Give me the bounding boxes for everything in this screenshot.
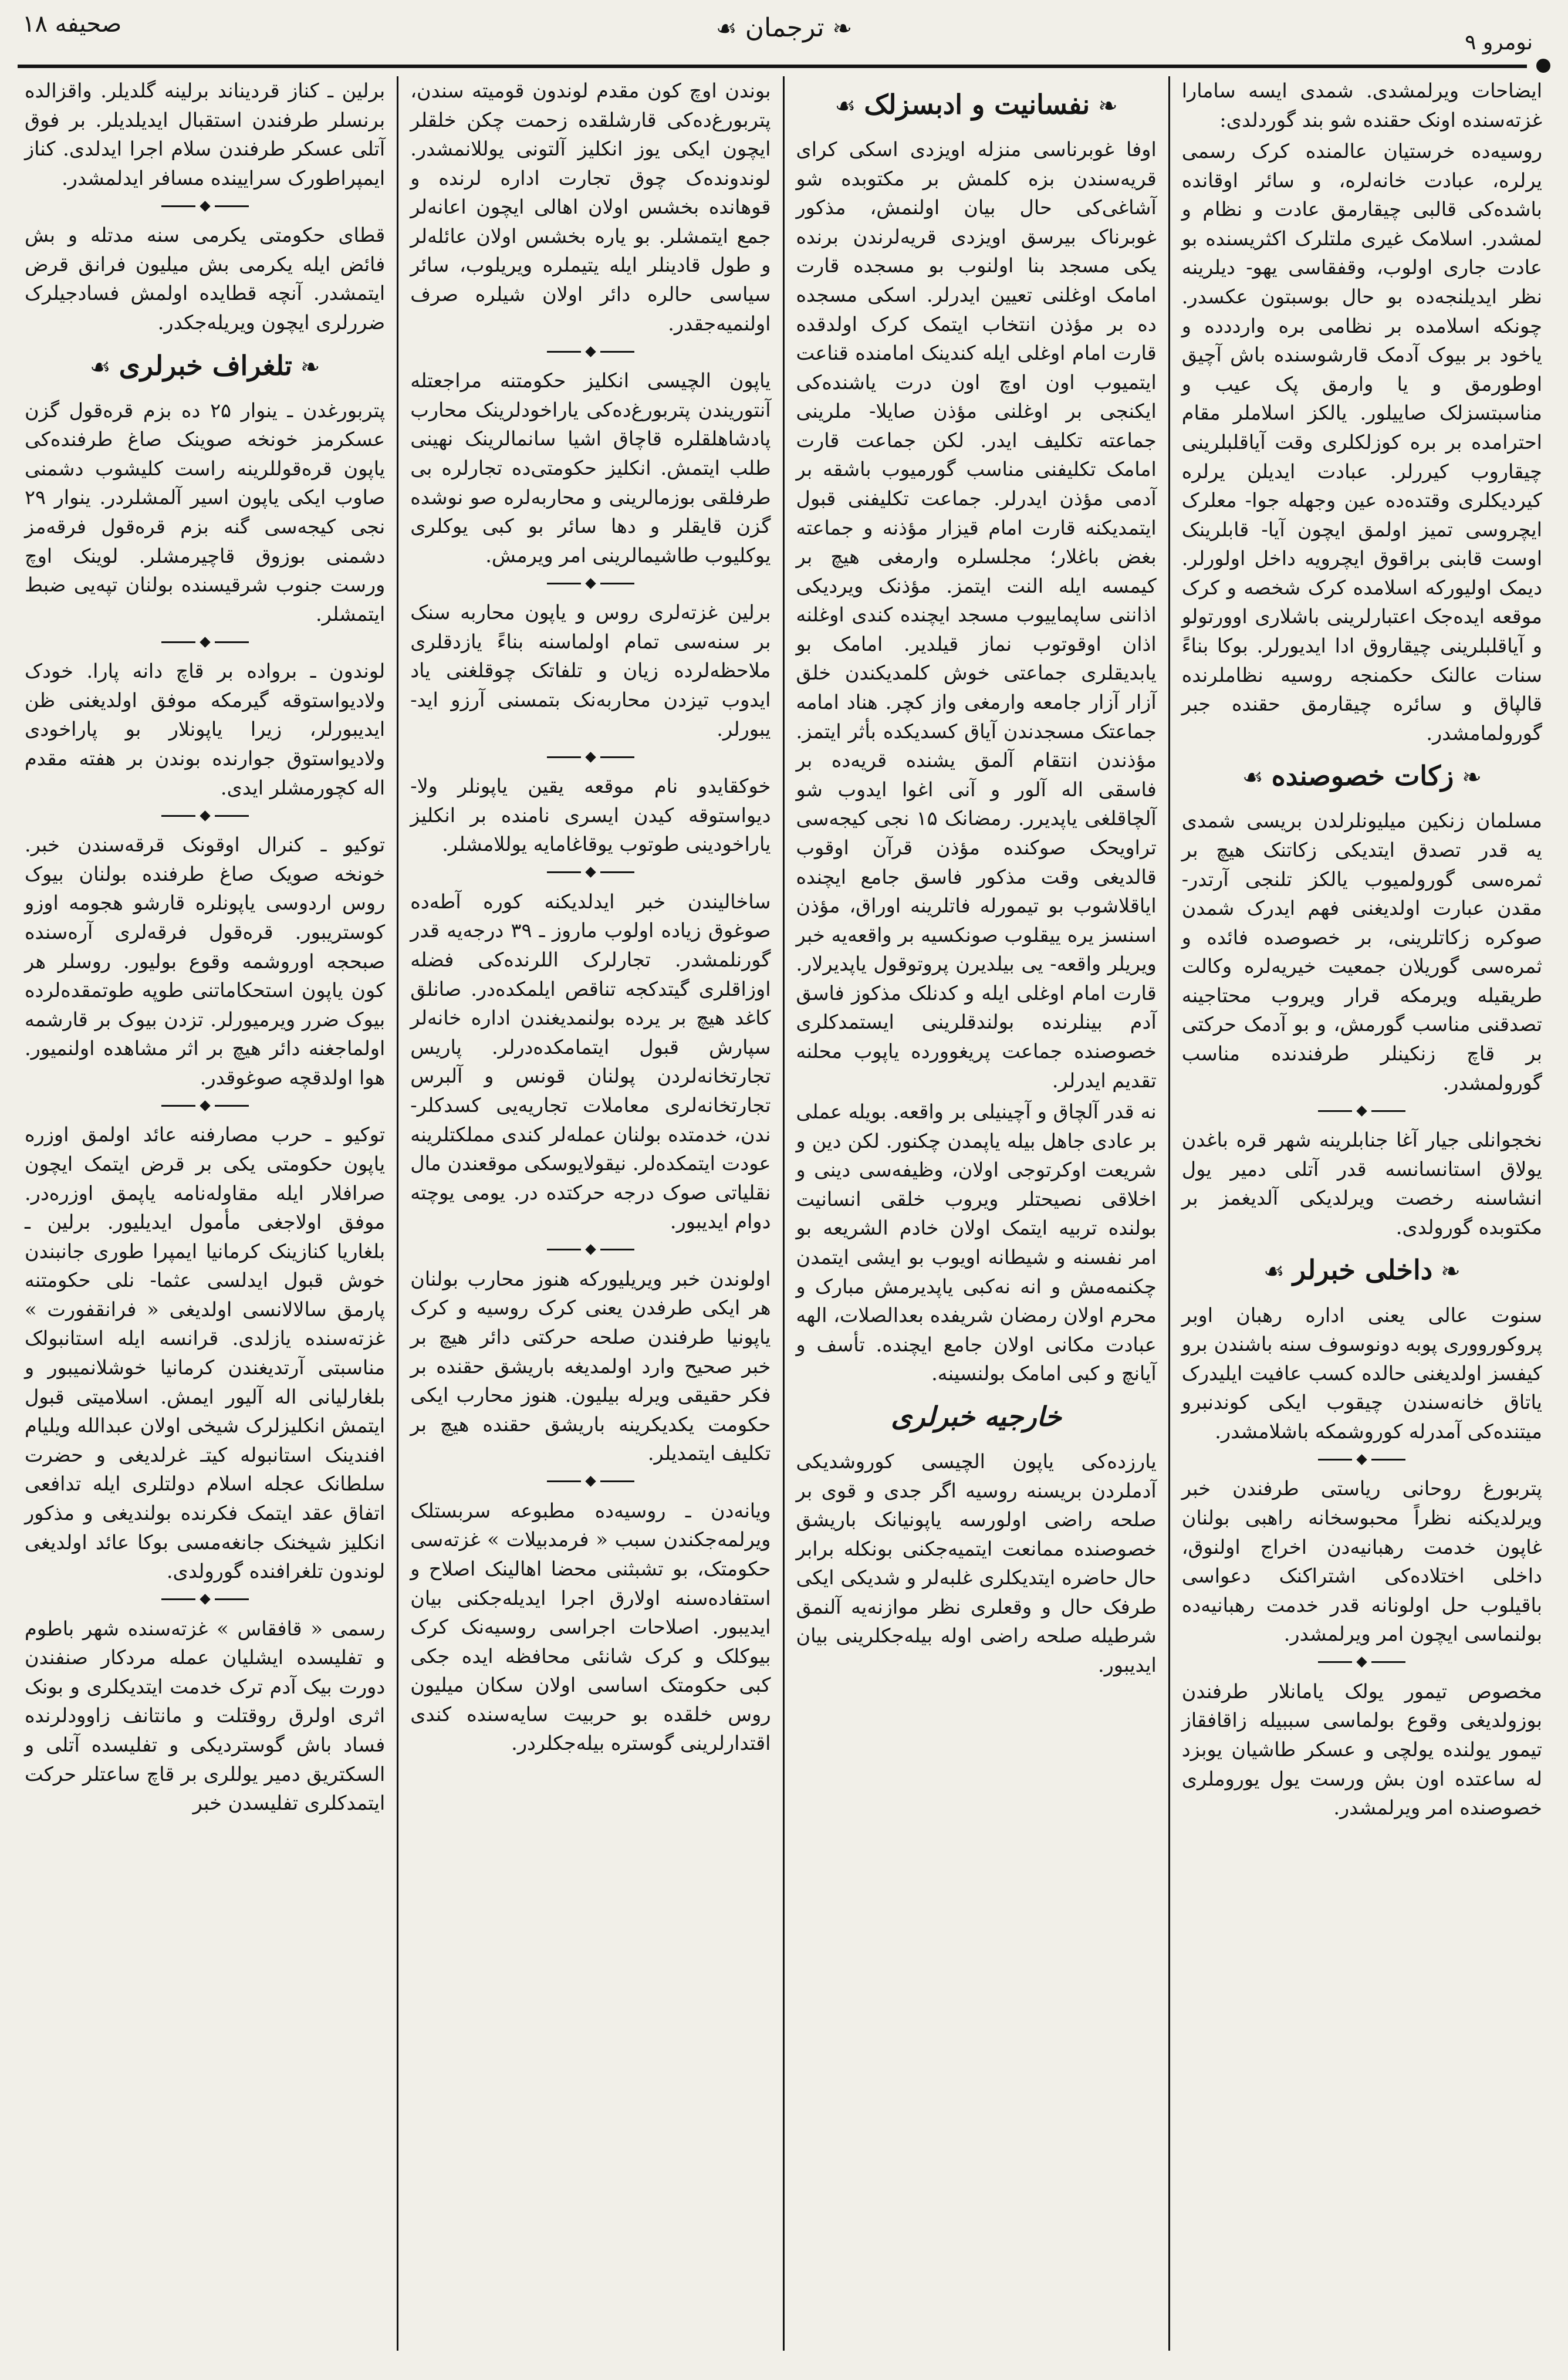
section-separator (25, 1593, 385, 1606)
section-separator (1182, 1104, 1542, 1117)
article-columns (13, 76, 1554, 2351)
news-item-text: پتربورغدن ـ ینوار ۲۵ ده بزم قره‌قول گزن عسکرمز خونخه صوینک صاغ طرفنده‌کی یاپون قره‌قوللرینه راست کلیشوب دشمنی صاوب ایکی یاپون اسیر آلمشلردر. ینوار ۲۹ نجی کیجه‌سی گنه بزم قره‌قول فرقه‌مز دشمنی بوزوق قاچیرمشلر. لوینک اوچ ورست جنوب شرقیسنده بولنان تپه‌یی ضبط ایتمشلر. (25, 398, 386, 626)
section-heading (796, 1397, 1157, 1436)
rule-end-dot (1536, 59, 1550, 73)
news-item-text: اولوندن خبر ویریلیورکه هنوز محارب بولنان هر ایکی طرفدن یعنی کرک روسیه و کرک یاپونیا طرفندن صلحه حرکتی دائر هیچ بر خبر صحیح وارد اولمدیغه باریشق حقنده بر فکر حقیقی ویرله بیلیون. هنوز محارب ایکی حکومت یکدیکرینه باریشق حقنده هیچ بر تکلیف ایتمدیلر. (410, 1267, 771, 1465)
news-item-text: مسلمان زنکین میلیونلرلدن بریسی شمدی یه قدر تصدق ایتدیکی زکاتنک هیچ بر ثمره‌سی گورولمیوب یالکز تلنجی آرتدر- مقدن عبارت اولدیغنی فهم ایدرک شمدن صوکره زکاتلرینی، بر خصوصده فائده و ثمره‌سی گوریلان جمعیت خیریه‌لره وکالت طریقیله ویرمکه قرار ویروب محتاجینه تصدقنی مناسب گورمش، و بو آدمک حرکتی بر قاچ زنکینلر طرفندنده مناسب گورولمشدر. (1181, 809, 1542, 1094)
column-2 (783, 76, 1168, 2351)
news-item-text: نخجوانلی جیار آغا جنابلرینه شهر قره باغدن یولاق استانسانسه قدر آتلی دمیر یول انشاسنه رخصت ویرلدیکی آلدیغمز بر مکتوبده گورولدی. (1181, 1128, 1542, 1239)
news-item-text: سنوت عالی یعنی اداره رهبان اوبر پروکورووری پوبه دونوسوف سنه باشندن برو کیفسز اولدیغنی حالده کسب عافیت ایلیدرک یاتاق خانه‌سندن چیقوب ایکی کوندنبرو میتنده‌کی آمدرله کوروشمکه باشلامشدر. (1181, 1303, 1542, 1443)
column-4 (13, 76, 397, 2351)
section-heading-text: نفسانیت و ادبسزلک (864, 89, 1090, 120)
section-separator (410, 345, 771, 358)
news-item-text: رسمی « قافقاس » غزته‌سنده شهر باطوم و تفلیسده ایشلیان عمله مردکار صنفندن دورت بیک آدم ترک خدمت ایتدیکلری و بونک اثری اولرق روقتلت و مانتانف زاوودلرنده فساد باش گوستردیکی و تفلیسده آتلی و السکتریق دمیر یوللری بر قاچ ساعتلر حرکت ایتمدکلری تفلیسدن خبر (25, 1617, 386, 1815)
flourish-ornament-icon: ☙ (715, 15, 737, 42)
flourish-ornament-icon: ❧ (1462, 764, 1482, 792)
news-item-text: یارزده‌کی یاپون الچیسی کوروشدیکی آدملردن بریسنه روسیه اگر جدی و قوی بر صلحه راضی اولورسه یاپونیانک باریشق خصوصنده ممانعت ایتمیه‌جکنی بونکله برابر حال حاضره ایتدیکلری غلبه‌لر و شدیکی ایکی طرفک حال و وقعلری نظر موازنه‌یه آلنمق شرطیله صلحه راضی اوله بیله‌جکلرینی بیان ایدیبور. (796, 1450, 1157, 1677)
news-item-text: ویانه‌دن ـ روسیه‌ده مطبوعه سربستلک ویرلمه‌جکندن سبب « فرمدبیلات » غزته‌سی حکومتک، بو تشبثنی محضا اهالینک اصلاح و استفاده‌سنه اولارق اجرا ایدیله‌جکنی بیان ایدیبور. اصلاحات اجراسی روسیه‌نک کرک بیوکلک و کرک شانئی محافظه ایده جکی کبی حکومتک اساسی اولان سکان میلیون روس خلقده بو حربیت سایه‌سنده کندی اقتدارلرینی گوستره بیله‌جکلردر. (410, 1499, 771, 1755)
news-item-text: ایضاحات ویرلمشدی. شمدی ایسه سامارا غزته‌سنده اونک حقنده شو بند گوردلدی: (1181, 79, 1542, 131)
newspaper-title-block (0, 13, 1568, 43)
section-heading-text: خارجیه خبرلری (891, 1400, 1062, 1432)
section-heading (25, 346, 385, 386)
news-item-text: روسیه‌ده خرستیان عالمنده کرک رسمی یرلره، عبادت خانه‌لره، و سائر اوقانده باشده‌کی قالبی چیقارمق عادت و نظام و لمشدر. اسلامک غیری ملتلرک اکثریسنده بو عادت جاری اولوب، وقفقاسی یهو- دیلرینه نظر ایدیلنجه‌ده بو حال بوسبتون عکسدر. چونکه اسلامده بر نظامی بره وارددده و یاخود بر بیوک آدمک قارشوسنده باش آچیق اوطورمق و یا وارمق پک عیب و مناسبتسزلک صاییلور. یالکز اسلاملر مقام احترامده بر بره کوزلکلری وقت آیاقلبلرینی چیقاروب کیررلر. عبادت ایدیلن یرلره کیردیکلری وقتده‌ده عین وجهله جوا- معلرک ایچروسی تمیز اولمق ایچون آیا- قابلرینک اوست قابنی براقوق ایچرویه داخل اولورلر. دیمک اولیورکه اسلامده کرک شخصه و کرک موقعه ایده‌جک اعتبارلرینی باشلاری اوورتولو و آیاقلبلرینی چیقاروق ادا ایدیورلر. بوکا بناءً سنات عالنک حکمنجه روسیه نظاملرنده قالپاق و سائره چیقارمق حقنده جبر گورولمامشدر. (1181, 140, 1542, 745)
masthead (0, 0, 1568, 54)
section-heading-text: تلغراف خبرلری (119, 349, 292, 381)
flourish-ornament-icon: ☙ (834, 93, 856, 120)
news-item-text: خوکقایدو نام موقعه یقین یاپونلر ولا- دیواستوقه کیدن ایسری نامنده بر انکلیز یاراخودینی طوتوب یوقاغامایه یوللامشلر. (410, 775, 771, 856)
section-heading (1182, 756, 1542, 796)
news-item-text: توکیو ـ حرب مصارفنه عائد اولمق اوزره یاپون حکومتی یکی بر قرض ایتمک ایچون صرافلار ایله مقاوله‌نامه یاپمق اوزره‌در. موفق اولاجغی مأمول ایدیلیور. برلین ـ بلغاریا کنازینک کرمانیا ایمپرا طوری جانبندن خوش قبول ایدلسی عثما- نلی حکومتنه پارمق سالالانسی اولدیغی « فرانقفورت » غزته‌سنده یازلدی. قرانسه ایله استانبولک مناسبتی آرتدیغندن کرمانیا خوشلانمیبور و بلغارلیانی اله آلیور ایمش. اسلامیتی قبول ایتمش انکلیزلرک شیخی اولان عبدالله ویلیام افندینک استانبوله کیتـ غرلدیغی و حضرت سلطانک عجله اسلام دولتلری ایله تدافعی اتفاق عقد ایتمک فکرنده بولندیغی و مذکور انکلیز شیخنک جانغه‌مسی بوکا عائد اولدیغی لوندون تلغرافنده گورولدی. (25, 1123, 386, 1583)
news-item-text: ساخالیندن خبر ایدلدیکنه کوره آطه‌ده صوغوق زیاده اولوب ماروز ـ ۳۹ درجه‌یه قدر گورنلمشدر. تجارلرک اللرنده‌کی فضله اوزاقلری گیتدکجه تناقص ایلمکده‌در. صانلق کاغد هیچ بر یرده بولنمدیغندن اداره خانه‌لر سپارش قبول ایتمامکده‌درلر. پاریس تجارتخانه‌لردن پولنان قونس و آلبرس تجارتخانه‌لری معاملات تجاریه‌یی کسدکلر- ندن، خدمتده بولنان عمله‌لر کندی مملکتلرینه عودت ایتمکده‌لر. نیقولایوسکی موقعندن مال نقلیاتی صوک درجه حرکتده در. یومی یوچته دوام ایدیبور. (410, 890, 771, 1233)
news-item-text: بوندن اوچ کون مقدم لوندون قومیته سندن، پتربورغ‌ده‌کی قارشلقده زحمت چکن خلقلر ایچون ایکی یوز انکلیز آلتونی یوللانمشدر. لوندونده‌ک چوق تجارت اداره لرنده و قوهانده بخشس اولان اهالی ایچون اعانه‌لر جمع ایتمشلر. بو یاره بخشس اولان عائله‌لر و طول قادینلر ایله یتیملره ویریلوب، سائر سیاسی حالره دائر اولان شیلره صرف اولنمیه‌جقدر. (410, 79, 771, 335)
section-separator (410, 1475, 771, 1488)
section-separator (25, 809, 385, 822)
column-1 (1168, 76, 1554, 2351)
flourish-ornament-icon: ☙ (89, 353, 111, 381)
news-item-text: توکیو ـ کنرال اوقونک قرقه‌سندن خبر. خونخه صویک صاغ طرفنده بولنان بیوک روس اردوسی یاپونلره قارشو هجومه اوزو کوستریبور. قره‌قول فرقه‌لری آره‌سنده صبحجه اوروشمه وقوع بولیور. روسلر هر کون یاپون استحکاماتنی طوپه طوتمقده‌لرده بیوک ضرر ویرمیورلر. تزدن بیوک بر قارشمه اولماجغنه دائر هیچ بر اثر مشاهده اولنمیور. هوا اولدقچه صوغوقدر. (25, 833, 386, 1089)
flourish-ornament-icon: ❧ (300, 353, 320, 381)
news-item-text: اوفا غوبرناسی منزله اویزدی اسکی کرای قریه‌سندن بزه کلمش بر مکتوبده شو آشاغی‌کی حال بیان اولنمش، مذکور غوبرناک بیرسق اویزدی قریه‌لرندن برنده یکی مسجد بنا اولنوب بو مسجده قارت امامک اوغلنی تعیین ایدرلر. اسکی مسجده ده بر مؤذن انتخاب ایتمک کرک اولدقده قارت امام اوغلی ایله کندینک امامنده قناعت ایتمیوب اون اوچ اون درت یاشنده‌کی ایکنجی بر اوغلنی مؤذن صایلا- ملرینی جماعته تکلیف ایدر. لکن جماعت قارت امامک تکلیفنی مناسب گورمیوب باشقه بر آدمی مؤذن ایدرلر. جماعت تکلیفنی قبول ایتمدیکنه قارت امام قیزار مؤذنه و جماعته بغض باغلار؛ مجلسلره وارمغی هیچ بر کیمسه ایله النت ایتمز. مؤذنک ویردیکی اذاننی ساپماییوب مسجد ایچنده کندی اوغلنه اذان اوقوتوب نماز قیلدیر. امامک بو یابدیقلری جماعتی خوش کلمدیکندن خلق آزار آزار جامعه وارمغی واز کچر. هناد امامه جماعتک مسجدندن آیاق کسدیکده بأثر ایتمز. مؤذندن انتقام آلمق یشنده قریه‌ده بر فاسقی اله آلور و آنی اغوا ایدوب شو آلچاقلغی یاپدیرر. رمضانک ۱۵ نجی کیجه‌سی تراویحک صوکنده مؤذن قرآن اوقوب قالدیغی وقت مذکور فاسق جامع ایچنده ایاقلاشوب بو تیمورله فاتلرینه اوراق، مؤذن اسنسز یره ییقلوب صونکسیه بر واقعه‌یه خبر ویریلر واقعه- یی بیلدیرن پروتوقول یاپدیرلار. قارت امام اوغلی ایله و کدنلک مذکوز فاسق آدم بینلرنده بولندقلرینی ایستمدکلری خصوصنده جماعت پریغوورده یاپوب محلنه تقدیم ایدرلر. (796, 138, 1157, 1092)
section-separator (410, 577, 771, 590)
section-heading-text: داخلی خبرلر (1292, 1254, 1433, 1286)
news-item-text: لوندون ـ برواده بر قاچ دانه پارا. خودک ولادیواستوقه گیرمکه موفق اولدیغنی ظن ایدیبورلر، زیرا یاپونلار بو پاراخودی ولادیواستوق جوارنده بوندن بر هفته مقدم اله کچورمشلر ایدی. (25, 660, 386, 799)
flourish-ornament-icon: ❧ (1441, 1258, 1461, 1286)
news-item-text: یاپون الچیسی انکلیز حکومتنه مراجعتله آنتوریندن پتربورغ‌ده‌کی یاراخودلرینک محارب پادشاهلقلره قاچاق اشیا سانمالرینک نهینی طلب ایتمش. انکلیز حکومتی‌ده تجارلره بی طرفلقی بوزمالرینی و محاربه‌لره صو نوشده گزن قایقلر و دها سائر بو کبی یوکلری یوکلیوب طاشیمالرینی امر ویرمش. (410, 369, 771, 567)
section-separator (25, 1099, 385, 1112)
masthead-rule (18, 65, 1527, 68)
section-heading (1182, 1250, 1542, 1290)
flourish-ornament-icon: ☙ (1263, 1258, 1285, 1286)
newspaper-title: ترجمان (745, 13, 824, 43)
section-heading-text: زکات خصوصنده (1271, 760, 1454, 792)
section-separator (410, 1243, 771, 1256)
section-separator (410, 866, 771, 879)
section-separator (410, 750, 771, 763)
section-heading (796, 84, 1157, 124)
section-separator (25, 200, 385, 212)
flourish-ornament-icon: ❧ (832, 15, 853, 42)
section-separator (1182, 1453, 1542, 1466)
column-3 (397, 76, 782, 2351)
news-item-text: پتربورغ روحانی ریاستی طرفندن خبر ویرلدیکنه نظراً محبوسخانه راهبی بولنان غاپون خدمت رهبانیه‌دن اخراج اولنوق، داخلی اختلاده‌کی اشتراکنک دعواسی باقیلوب حل اولونانه قدر خدمت رهبانیه‌ده بولنماسی ایچون امر ویرلمشدر. (1181, 1477, 1542, 1646)
issue-number: نومرو ۹ (1465, 31, 1533, 55)
news-item-text: مخصوص تیمور یولک یامانلار طرفندن بوزولدیغی وقوع بولماسی سببیله زاقافقاز تیمور یولنده یولچی و عسکر طاشیان یوبزد له ساعتده اون بش ورست یول یوروملری خصوصنده امر ویرلمشدر. (1181, 1679, 1542, 1820)
news-item-text: برلین ـ کناز قردیناند برلینه گلدیلر. واقزالده برنسلر طرفندن استقبال ایدیلدیلر. بر فوق آتلی عسکر طرفندن سلام اجرا ایدلدی. کناز ایمپراطورک سرایینده مسافر ایدلمشدر. (25, 79, 386, 190)
news-item-text: قطای حکومتی یکرمی سنه مدتله و بش فائض ایله یکرمی بش میلیون فرانق قرض ایتمشدر. آنچه قطایده اولمش فساد‌جیلرک ضررلری ایچون ویریله‌جکدر. (25, 224, 386, 334)
section-separator (25, 635, 385, 648)
flourish-ornament-icon: ☙ (1242, 764, 1263, 792)
flourish-ornament-icon: ❧ (1098, 93, 1118, 120)
news-item-text: برلین غزته‌لری روس و یاپون محاربه سنک بر سنه‌سی تمام اولماسنه بناءً یازدقلری ملاحظه‌لرده زیان و تلفاتک چوقلغنی یاد ایدوب تیزدن محاربه‌نک بتمسنی آرزو اید- یبورلر. (410, 601, 771, 741)
section-separator (1182, 1656, 1542, 1669)
page-label: صحیفه ۱۸ (22, 11, 122, 38)
news-item-text: نه قدر آلچاق و آچینیلی بر واقعه. بویله عملی بر عادی جاهل بیله یاپمدن چکنور. لکن دین و شریعت اوکرتوجی اولان، وظیفه‌سی دینی و اخلاقی نصیحتلر ویروب خلقی انسانیت بولنده تربیه ایتمک اولان خادم الشریعه بو امر نفسنه و شیطانه اویوب بو ایشی ایتمدن چکنمه‌مش و انه نه‌کبی یاپدیرمش مبارک و محرم اولان رمضان شریفده بعدالصلات، الهه عبادت مکانی اولان جامع ایچنده. تأسف و آیانچ و کبی امامک بولنسینه. (796, 1100, 1157, 1385)
